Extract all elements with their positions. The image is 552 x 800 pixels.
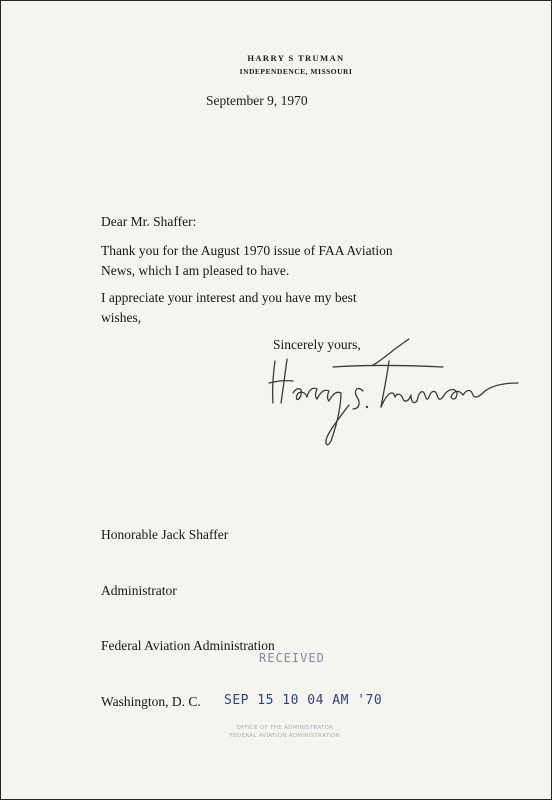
recipient-address (101, 489, 275, 748)
letterhead-name: HARRY S TRUMAN (247, 53, 345, 63)
body-paragraph-1: Thank you for the August 1970 issue of FAA Aviation News, which I am pleased to have. (101, 243, 393, 278)
letter-date: September 9, 1970 (206, 93, 308, 108)
address-line-2: Administrator (101, 582, 177, 598)
office-stamp-line-1: OFFICE OF THE ADMINISTRATOR (236, 725, 334, 731)
address-line-4: Washington, D. C. (101, 693, 201, 709)
address-line-3: Federal Aviation Administration (101, 638, 275, 653)
closing: Sincerely yours, (273, 337, 361, 352)
body-paragraph-2: I appreciate your interest and you have my best wishes, (101, 290, 357, 325)
salutation: Dear Mr. Shaffer: (101, 214, 197, 229)
received-stamp: RECEIVED (259, 651, 325, 665)
handwritten-signature (263, 331, 528, 451)
letterhead-place: INDEPENDENCE, MISSOURI (239, 67, 353, 76)
office-stamp (215, 724, 355, 740)
office-stamp-line-2: FEDERAL AVIATION ADMINISTRATION (229, 733, 341, 739)
received-datetime-stamp: SEP 15 10 04 AM '70 (224, 693, 383, 708)
address-line-1: Honorable Jack Shaffer (101, 527, 229, 542)
letterhead (191, 53, 401, 76)
